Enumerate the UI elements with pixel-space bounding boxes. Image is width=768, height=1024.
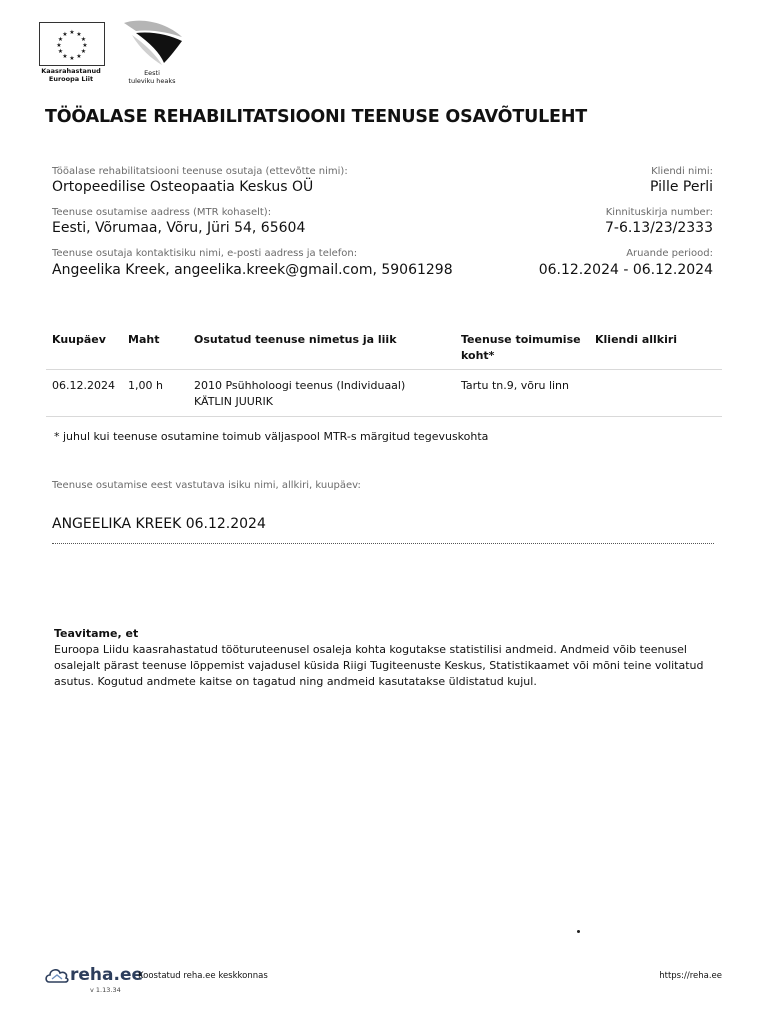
- estonia-flag-logo: [122, 19, 184, 69]
- col-header-place-line1: Teenuse toimumise: [461, 333, 581, 346]
- client-name-value: Pille Perli: [650, 179, 713, 195]
- col-header-volume: Maht: [128, 333, 160, 346]
- provider-contact-value: Angeelika Kreek, angeelika.kreek@gmail.com, 59061298: [52, 262, 453, 278]
- eu-caption-line2: Euroopa Liit: [48, 75, 94, 83]
- svg-text:★: ★: [80, 48, 87, 55]
- table-divider: [46, 369, 722, 370]
- info-heading: Teavitame, et: [54, 627, 139, 640]
- reha-logo-text: reha.ee: [70, 965, 144, 985]
- svg-text:★: ★: [76, 53, 82, 60]
- provider-name-value: Ortopeedilise Osteopaatia Keskus OÜ: [52, 179, 314, 195]
- client-name-label: Kliendi nimi:: [651, 166, 713, 177]
- svg-text:★: ★: [69, 55, 75, 62]
- col-header-service: Osutatud teenuse nimetus ja liik: [194, 333, 397, 346]
- row-place: Tartu tn.9, võru linn: [461, 379, 570, 392]
- col-header-place-line2: koht*: [461, 349, 495, 362]
- col-header-place: [461, 332, 581, 364]
- row-service-line1: 2010 Psühholoogi teenus (Individuaal): [194, 379, 406, 392]
- stray-dot: [577, 930, 580, 933]
- provider-contact-label: Teenuse osutaja kontaktisiku nimi, e-posti aadress ja telefon:: [52, 248, 358, 259]
- reha-logo-icon: [44, 964, 70, 990]
- row-service-line2: KÄTLIN JUURIK: [194, 395, 273, 408]
- svg-text:★: ★: [62, 31, 68, 38]
- svg-text:★: ★: [82, 42, 88, 49]
- page-title: TÖÖALASE REHABILITATSIOONI TEENUSE OSAVÕTULEHT: [45, 107, 587, 127]
- report-period-value: 06.12.2024 - 06.12.2024: [538, 262, 713, 278]
- eu-caption: [30, 67, 112, 83]
- estonia-caption: [122, 69, 182, 85]
- svg-text:★: ★: [62, 53, 68, 60]
- svg-text:★: ★: [76, 31, 82, 38]
- eu-flag-logo: [39, 22, 105, 66]
- svg-text:★: ★: [56, 42, 62, 49]
- eu-stars-icon: [40, 23, 104, 65]
- row-volume: 1,00 h: [128, 379, 163, 392]
- report-period-label: Aruande periood:: [626, 248, 713, 259]
- svg-text:★: ★: [57, 36, 64, 43]
- svg-text:★: ★: [80, 36, 87, 43]
- responsible-label: Teenuse osutamise eest vastutava isiku nimi, allkiri, kuupäev:: [52, 480, 361, 491]
- svg-text:★: ★: [57, 48, 64, 55]
- provider-address-value: Eesti, Võrumaa, Võru, Jüri 54, 65604: [52, 220, 306, 236]
- row-service: [194, 378, 405, 410]
- estonia-caption-line1: Eesti: [144, 69, 160, 77]
- signature-line: [52, 543, 714, 544]
- col-header-date: Kuupäev: [52, 333, 106, 346]
- estonia-caption-line2: tuleviku heaks: [128, 77, 176, 85]
- svg-text:★: ★: [69, 29, 75, 36]
- version-label: v 1.13.34: [90, 986, 121, 994]
- table-divider: [46, 416, 722, 417]
- certificate-number-value: 7-6.13/23/2333: [604, 220, 713, 236]
- col-header-signature: Kliendi allkiri: [595, 333, 678, 346]
- certificate-number-label: Kinnituskirja number:: [605, 207, 713, 218]
- footer-created: Koostatud reha.ee keskkonnas: [138, 971, 268, 981]
- row-date: 06.12.2024: [52, 379, 115, 392]
- info-body: Euroopa Liidu kaasrahastatud tööturuteenusel osaleja kohta kogutakse statistilisi andmeid. Andmeid võib teenusel osalejalt pärast teenuse lõppemist vajadusel küsida Riigi Tugiteenuste Keskus, Statistikaamet või mõni teine volitatud asutus. Kogutud andmete kaitse on tagatud ning andmeid kasutatakse üldistatud kujul.: [54, 643, 704, 688]
- eu-caption-line1: Kaasrahastanud: [41, 67, 101, 75]
- provider-address-label: Teenuse osutamise aadress (MTR kohaselt):: [52, 207, 272, 218]
- footnote: * juhul kui teenuse osutamine toimub väljaspool MTR-s märgitud tegevuskohta: [54, 430, 489, 443]
- footer-url-link[interactable]: https://reha.ee: [659, 971, 722, 981]
- provider-name-label: Tööalase rehabilitatsiooni teenuse osutaja (ettevõtte nimi):: [52, 166, 348, 177]
- responsible-value: ANGEELIKA KREEK 06.12.2024: [52, 516, 266, 532]
